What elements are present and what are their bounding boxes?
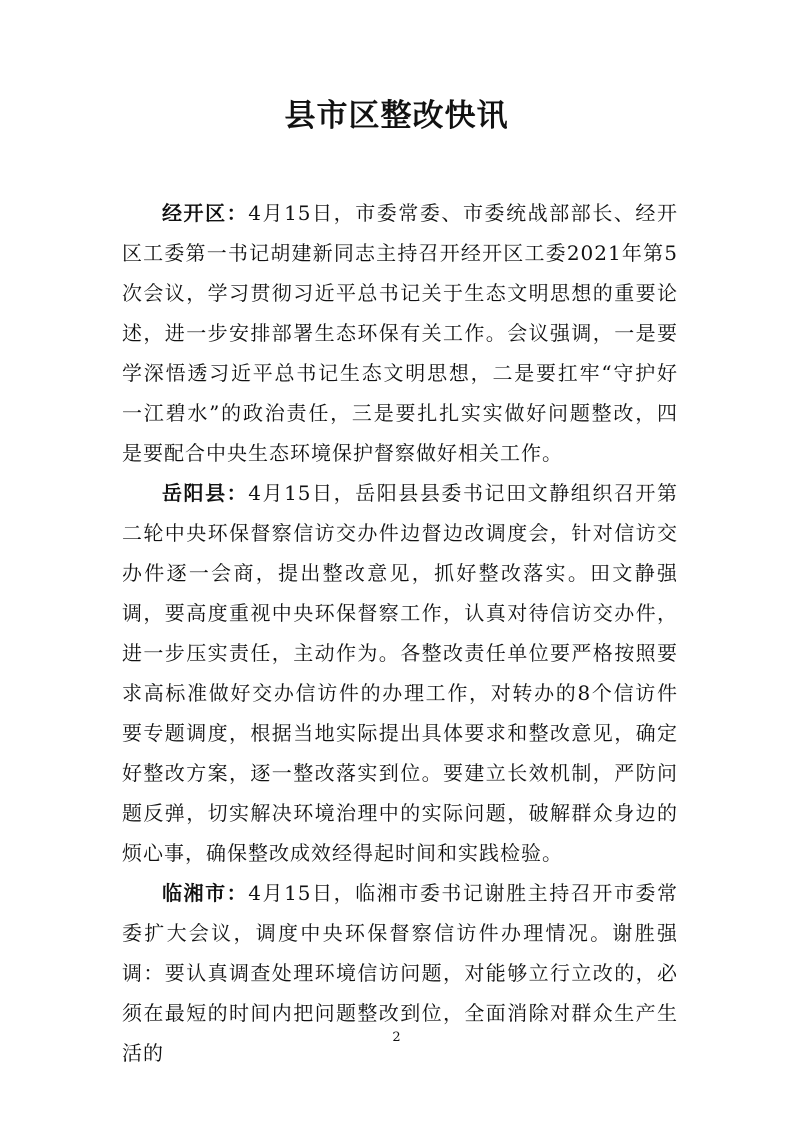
- place-name: 经开区：: [162, 201, 249, 225]
- paragraph-text: 4月15日，岳阳县县委书记田文静组织召开第二轮中央环保督察信访交办件边督边改调度会，针对信访交办件逐一会商，提出整改意见，抓好整改落实。田文静强调，要高度重视中央环保督察工作，认真对待信访交办件，进一步压实责任，主动作为。各整改责任单位要严格按照要求高标准做好交办信访件的办理工作，对转办的8个信访件要专题调度，根据当地实际提出具体要求和整改意见，确定好整改方案，逐一整改落实到位。要建立长效机制，严防问题反弹，切实解决环境治理中的实际问题，破解群众身边的烦心事，确保整改成效经得起时间和实践检验。: [122, 481, 678, 865]
- paragraph-text: 4月15日，市委常委、市委统战部部长、经开区工委第一书记胡建新同志主持召开经开区工委2021年第5次会议，学习贯彻习近平总书记关于生态文明思想的重要论述，进一步安排部署生态环保有关工作。会议强调，一是要学深悟透习近平总书记生态文明思想，二是要扛牢“守护好一江碧水”的政治责任，三是要扎扎实实做好问题整改，四是要配合中央生态环境保护督察做好相关工作。: [122, 201, 678, 465]
- page-number: 2: [392, 1030, 401, 1045]
- place-name: 岳阳县：: [162, 481, 249, 505]
- paragraph-jingkaiqu: [122, 193, 678, 473]
- place-name: 临湘市：: [162, 881, 249, 905]
- paragraph-text: 4月15日，临湘市委书记谢胜主持召开市委常委扩大会议，调度中央环保督察信访件办理情况。谢胜强调：要认真调查处理环境信访问题，对能够立行立改的，必须在最短的时间内把问题整改到位，全面消除对群众生产生活的: [122, 881, 678, 1065]
- paragraph-yueyangxian: [122, 473, 678, 873]
- document-body: [122, 193, 678, 1073]
- document-title: 县市区整改快讯: [284, 98, 509, 134]
